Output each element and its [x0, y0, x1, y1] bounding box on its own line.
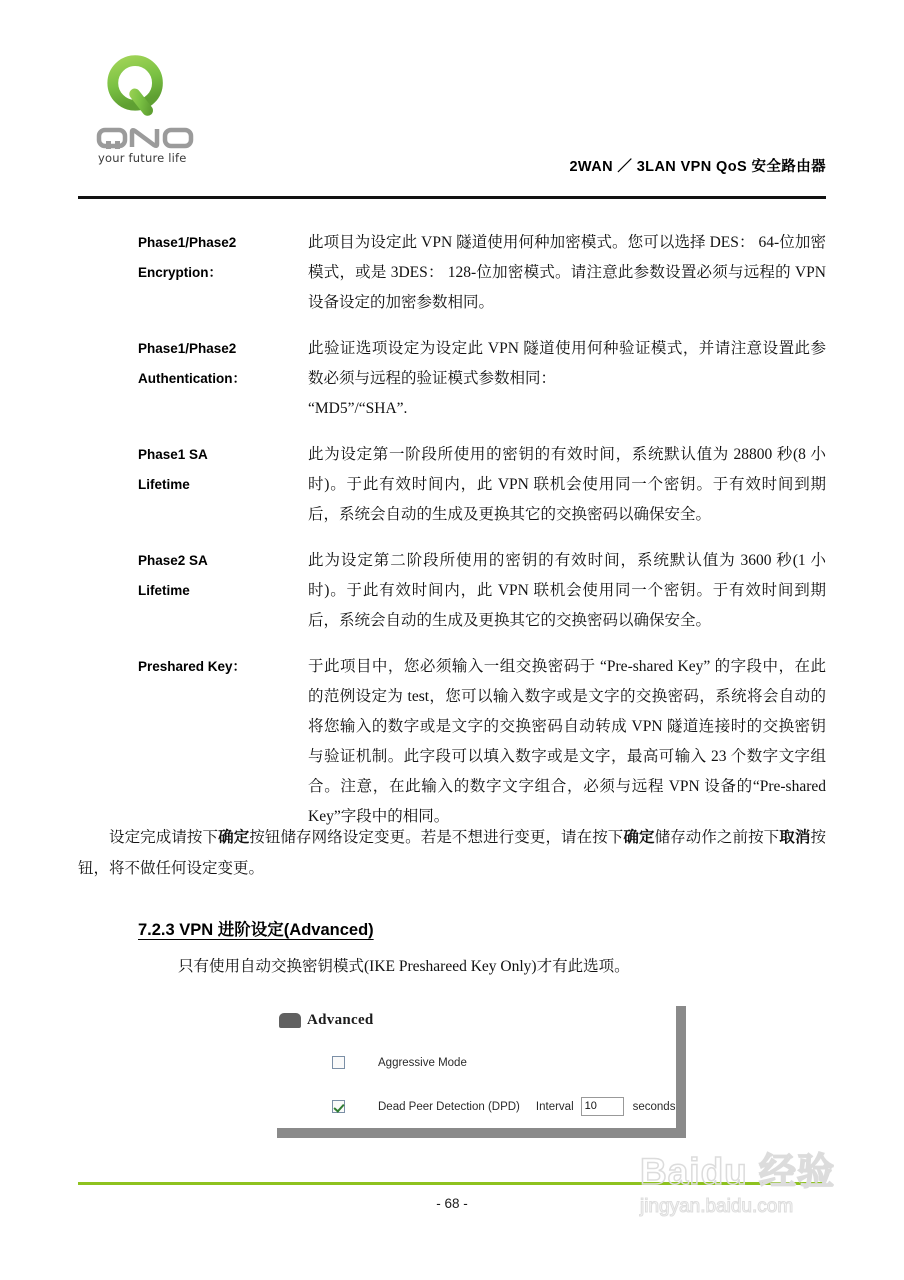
parameter-row — [0, 440, 904, 530]
document-header — [0, 0, 904, 210]
parameter-term-line2: Authentication： — [138, 371, 246, 386]
parameter-term-line2: Lifetime — [138, 477, 190, 492]
parameter-row — [0, 334, 904, 424]
interval-label: Interval — [535, 1100, 574, 1113]
parameter-row — [0, 228, 904, 318]
parameter-term — [138, 228, 308, 288]
save-note-part3: 储存动作之前按下 — [654, 828, 780, 846]
parameter-term — [138, 652, 308, 682]
logo-tagline: your future life — [98, 151, 187, 165]
parameter-term — [138, 440, 308, 500]
panel-bottom-chrome-bar — [277, 1128, 686, 1138]
header-divider — [78, 196, 826, 199]
header-product-title: 2WAN ／ 3LAN VPN QoS 安全路由器 — [569, 159, 826, 175]
aggressive-mode-checkbox[interactable] — [332, 1056, 345, 1069]
parameter-term-line1: Phase2 SA — [138, 553, 208, 568]
parameter-description — [308, 334, 904, 424]
advanced-panel-title: Advanced — [307, 1012, 374, 1028]
advanced-settings-panel — [277, 1006, 686, 1138]
aggressive-mode-row[interactable] — [332, 1056, 467, 1069]
save-note-part2: 按钮储存网络设定变更。若是不想进行变更，请在按下 — [249, 828, 624, 846]
parameter-row — [0, 652, 904, 832]
aggressive-mode-label: Aggressive Mode — [378, 1056, 467, 1069]
save-note-confirm-label-1: 确定 — [218, 828, 250, 846]
tab-handle-icon — [279, 1013, 301, 1028]
parameter-term-line2: Lifetime — [138, 583, 190, 598]
interval-input[interactable]: 10 — [581, 1097, 624, 1116]
save-note-part1: 设定完成请按下 — [109, 828, 219, 846]
panel-right-chrome-bar — [676, 1006, 686, 1128]
page-number: - 68 - — [436, 1196, 468, 1211]
qno-q-mark-icon — [102, 52, 174, 124]
watermark-main-text: Baidu 经验 — [640, 1151, 836, 1192]
parameter-term-line2: Encryption： — [138, 265, 223, 280]
advanced-panel-title-row — [279, 1012, 374, 1029]
parameter-description: 于此项目中，您必须输入一组交换密码于 “Pre-shared Key” 的字段中，在此的范例设定为 test，您可以输入数字或是文字的交换密码，系统将会自动的将您输入的数字或是文字的交换密码自动转成 VPN 隧道连接时的交换密钥与验证机制。此字段可以填入数字或是文字，最高可输入 23 个数字文字组合。注意，在此输入的数字文字组合，必须与远程 VPN 设备的“Pre-shared Key”字段中的相同。 — [308, 658, 826, 825]
qno-wordmark-icon — [96, 126, 196, 150]
save-instructions-paragraph — [78, 822, 826, 884]
dead-peer-detection-row[interactable] — [332, 1097, 675, 1116]
parameter-description: 此为设定第二阶段所使用的密钥的有效时间，系统默认值为 3600 秒(1 小时)。于此有效时间内，此 VPN 联机会使用同一个密钥。于有效时间到期后，系统会自动的生成及更换其它的交换密码以确保安全。 — [308, 552, 826, 629]
watermark-sub-text: jingyan.baidu.com — [640, 1196, 794, 1217]
qno-logo — [96, 52, 206, 165]
dead-peer-detection-label: Dead Peer Detection (DPD) — [378, 1100, 520, 1113]
save-note-confirm-label-2: 确定 — [623, 828, 655, 846]
parameter-term-line1: Phase1 SA — [138, 447, 208, 462]
parameter-row — [0, 546, 904, 636]
parameter-term — [138, 546, 308, 606]
parameter-term-line1: Preshared Key： — [138, 659, 247, 674]
footer-divider — [78, 1182, 826, 1185]
save-note-part4: 按钮，将不做任何设定变更。 — [78, 828, 826, 877]
parameter-description-extra: “MD5”/“SHA”. — [308, 400, 408, 417]
dead-peer-detection-checkbox[interactable] — [332, 1100, 345, 1113]
section-heading: 7.2.3 VPN 进阶设定(Advanced) — [138, 921, 374, 939]
section-intro-paragraph: 只有使用自动交换密钥模式(IKE Preshareed Key Only)才有此选项。 — [178, 958, 630, 975]
parameter-definition-list — [0, 228, 904, 848]
parameter-description: 此项目为设定此 VPN 隧道使用何种加密模式。您可以选择 DES： 64-位加密模式，或是 3DES： 128-位加密模式。请注意此参数设置必须与远程的 VPN 设备设定的加密参数相同。 — [308, 234, 826, 311]
parameter-description: 此为设定第一阶段所使用的密钥的有效时间，系统默认值为 28800 秒(8 小时)。于此有效时间内，此 VPN 联机会使用同一个密钥。于有效时间到期后，系统会自动的生成及更换其它的交换密码以确保安全。 — [308, 446, 826, 523]
save-note-cancel-label: 取消 — [779, 828, 811, 846]
parameter-description-text: 此验证选项设定为设定此 VPN 隧道使用何种验证模式，并请注意设置此参数必须与远程的验证模式参数相同： — [308, 340, 826, 387]
seconds-unit-label: seconds — [632, 1100, 676, 1113]
parameter-term — [138, 334, 308, 394]
parameter-term-line1: Phase1/Phase2 — [138, 235, 237, 250]
parameter-term-line1: Phase1/Phase2 — [138, 341, 237, 356]
